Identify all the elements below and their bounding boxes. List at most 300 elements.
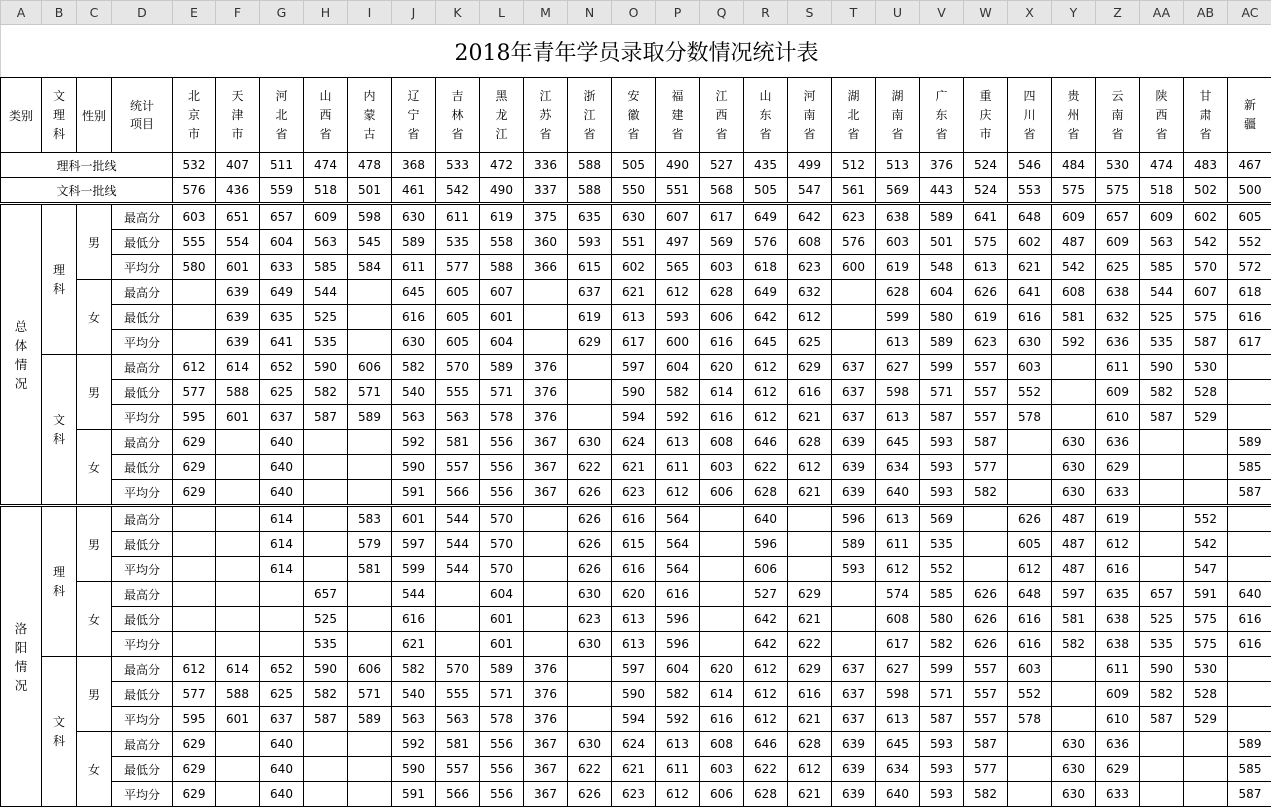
score-cell[interactable]: 652	[260, 355, 304, 380]
score-cell[interactable]: 606	[348, 355, 392, 380]
score-cell[interactable]: 535	[304, 632, 348, 657]
region-header[interactable]	[480, 78, 524, 153]
score-cell[interactable]	[524, 632, 568, 657]
score-cell[interactable]: 609	[304, 204, 348, 230]
score-cell[interactable]	[524, 582, 568, 607]
score-cell[interactable]	[1228, 380, 1271, 405]
score-cell[interactable]: 535	[304, 330, 348, 355]
score-cell[interactable]: 587	[304, 405, 348, 430]
score-cell[interactable]	[348, 455, 392, 480]
score-cell[interactable]: 632	[1096, 305, 1140, 330]
score-cell[interactable]: 613	[656, 430, 700, 455]
column-header[interactable]: S	[788, 1, 832, 25]
score-cell[interactable]: 604	[260, 230, 304, 255]
score-cell[interactable]: 582	[656, 682, 700, 707]
column-header[interactable]: M	[524, 1, 568, 25]
region-header[interactable]	[436, 78, 480, 153]
score-cell[interactable]: 629	[173, 782, 216, 807]
score-cell[interactable]: 593	[656, 305, 700, 330]
score-cell[interactable]: 542	[1052, 255, 1096, 280]
score-cell[interactable]: 626	[964, 582, 1008, 607]
item-cell[interactable]: 平均分	[112, 255, 173, 280]
score-cell[interactable]: 376	[524, 682, 568, 707]
score-cell[interactable]: 597	[1052, 582, 1096, 607]
score-cell[interactable]: 581	[1052, 607, 1096, 632]
score-cell[interactable]: 505	[744, 178, 788, 204]
score-cell[interactable]: 620	[700, 657, 744, 682]
score-cell[interactable]: 590	[1140, 657, 1184, 682]
score-cell[interactable]: 588	[216, 682, 260, 707]
score-cell[interactable]	[1052, 682, 1096, 707]
score-cell[interactable]: 629	[173, 732, 216, 757]
score-cell[interactable]: 639	[832, 732, 876, 757]
score-cell[interactable]: 630	[1052, 757, 1096, 782]
score-cell[interactable]: 566	[436, 480, 480, 506]
score-cell[interactable]: 640	[876, 480, 920, 506]
item-cell[interactable]: 最低分	[112, 305, 173, 330]
region-header[interactable]	[216, 78, 260, 153]
score-cell[interactable]: 637	[832, 405, 876, 430]
score-cell[interactable]: 639	[216, 280, 260, 305]
score-cell[interactable]: 604	[920, 280, 964, 305]
score-cell[interactable]	[832, 632, 876, 657]
score-cell[interactable]: 472	[480, 153, 524, 178]
score-cell[interactable]: 645	[876, 430, 920, 455]
score-cell[interactable]: 627	[876, 355, 920, 380]
score-cell[interactable]: 611	[1096, 355, 1140, 380]
score-cell[interactable]: 628	[700, 280, 744, 305]
column-header[interactable]: V	[920, 1, 964, 25]
score-cell[interactable]: 546	[1008, 153, 1052, 178]
score-cell[interactable]: 608	[700, 430, 744, 455]
score-cell[interactable]: 638	[1096, 607, 1140, 632]
score-cell[interactable]: 577	[436, 255, 480, 280]
score-cell[interactable]: 435	[744, 153, 788, 178]
score-cell[interactable]: 513	[876, 153, 920, 178]
score-cell[interactable]: 651	[216, 204, 260, 230]
score-cell[interactable]: 569	[920, 506, 964, 532]
score-cell[interactable]: 487	[1052, 557, 1096, 582]
track-header[interactable]	[42, 78, 77, 153]
track-cell[interactable]	[42, 657, 77, 807]
gender-cell[interactable]: 女	[77, 732, 112, 807]
score-cell[interactable]: 614	[216, 657, 260, 682]
gender-cell[interactable]: 女	[77, 430, 112, 506]
score-cell[interactable]: 613	[876, 506, 920, 532]
region-header[interactable]	[656, 78, 700, 153]
score-cell[interactable]: 580	[920, 607, 964, 632]
score-cell[interactable]	[304, 532, 348, 557]
score-cell[interactable]: 612	[656, 280, 700, 305]
item-cell[interactable]: 平均分	[112, 330, 173, 355]
score-cell[interactable]: 619	[568, 305, 612, 330]
score-cell[interactable]	[832, 305, 876, 330]
score-cell[interactable]: 612	[788, 305, 832, 330]
score-cell[interactable]	[348, 632, 392, 657]
score-cell[interactable]	[1228, 355, 1271, 380]
region-header[interactable]	[788, 78, 832, 153]
score-cell[interactable]: 367	[524, 732, 568, 757]
score-cell[interactable]: 553	[1008, 178, 1052, 204]
score-cell[interactable]: 623	[964, 330, 1008, 355]
score-cell[interactable]: 606	[700, 305, 744, 330]
item-cell[interactable]: 最高分	[112, 355, 173, 380]
score-cell[interactable]: 605	[1008, 532, 1052, 557]
score-cell[interactable]: 530	[1184, 657, 1228, 682]
score-cell[interactable]	[964, 506, 1008, 532]
score-cell[interactable]: 607	[656, 204, 700, 230]
item-cell[interactable]: 最低分	[112, 455, 173, 480]
score-cell[interactable]: 570	[480, 557, 524, 582]
column-header[interactable]: T	[832, 1, 876, 25]
score-cell[interactable]: 605	[1228, 204, 1271, 230]
score-cell[interactable]: 535	[920, 532, 964, 557]
score-cell[interactable]: 556	[480, 430, 524, 455]
score-cell[interactable]: 563	[304, 230, 348, 255]
score-cell[interactable]: 592	[392, 732, 436, 757]
score-cell[interactable]: 568	[700, 178, 744, 204]
score-cell[interactable]	[348, 607, 392, 632]
score-cell[interactable]: 616	[1228, 607, 1271, 632]
score-cell[interactable]: 641	[964, 204, 1008, 230]
score-cell[interactable]: 630	[568, 430, 612, 455]
score-cell[interactable]: 555	[436, 380, 480, 405]
score-cell[interactable]: 582	[1140, 380, 1184, 405]
score-cell[interactable]: 592	[1052, 330, 1096, 355]
score-cell[interactable]: 640	[260, 430, 304, 455]
score-cell[interactable]: 646	[744, 430, 788, 455]
score-cell[interactable]: 652	[260, 657, 304, 682]
score-cell[interactable]: 570	[436, 657, 480, 682]
score-cell[interactable]: 443	[920, 178, 964, 204]
score-cell[interactable]: 657	[1140, 582, 1184, 607]
score-cell[interactable]: 612	[876, 557, 920, 582]
score-cell[interactable]	[436, 607, 480, 632]
score-cell[interactable]: 579	[348, 532, 392, 557]
score-cell[interactable]	[260, 607, 304, 632]
score-cell[interactable]: 518	[304, 178, 348, 204]
score-cell[interactable]: 613	[612, 305, 656, 330]
score-cell[interactable]	[1140, 732, 1184, 757]
score-cell[interactable]: 597	[612, 657, 656, 682]
score-cell[interactable]: 376	[524, 355, 568, 380]
score-cell[interactable]: 557	[964, 707, 1008, 732]
score-cell[interactable]: 600	[656, 330, 700, 355]
score-cell[interactable]: 649	[744, 204, 788, 230]
score-cell[interactable]: 595	[173, 707, 216, 732]
score-cell[interactable]: 551	[612, 230, 656, 255]
score-cell[interactable]: 640	[260, 757, 304, 782]
score-cell[interactable]	[568, 380, 612, 405]
score-cell[interactable]: 601	[480, 305, 524, 330]
score-cell[interactable]: 528	[1184, 682, 1228, 707]
score-cell[interactable]: 638	[1096, 280, 1140, 305]
score-cell[interactable]: 611	[876, 532, 920, 557]
score-cell[interactable]: 622	[744, 757, 788, 782]
score-cell[interactable]	[1140, 455, 1184, 480]
score-cell[interactable]: 525	[1140, 305, 1184, 330]
score-cell[interactable]: 612	[744, 682, 788, 707]
score-cell[interactable]: 616	[700, 707, 744, 732]
score-cell[interactable]: 620	[612, 582, 656, 607]
score-cell[interactable]: 588	[480, 255, 524, 280]
score-cell[interactable]: 617	[700, 204, 744, 230]
score-cell[interactable]: 612	[744, 657, 788, 682]
score-cell[interactable]: 571	[920, 682, 964, 707]
score-cell[interactable]: 614	[260, 557, 304, 582]
score-cell[interactable]: 552	[1008, 682, 1052, 707]
score-cell[interactable]: 511	[260, 153, 304, 178]
score-cell[interactable]	[1228, 707, 1271, 732]
item-cell[interactable]: 最低分	[112, 230, 173, 255]
score-cell[interactable]: 544	[436, 557, 480, 582]
column-header[interactable]: C	[77, 1, 112, 25]
score-cell[interactable]	[1008, 480, 1052, 506]
score-cell[interactable]: 575	[1184, 632, 1228, 657]
score-cell[interactable]: 367	[524, 782, 568, 807]
score-cell[interactable]: 535	[1140, 632, 1184, 657]
score-cell[interactable]: 628	[788, 430, 832, 455]
score-cell[interactable]: 582	[392, 657, 436, 682]
region-header[interactable]	[304, 78, 348, 153]
score-cell[interactable]: 612	[744, 707, 788, 732]
score-cell[interactable]	[173, 532, 216, 557]
score-cell[interactable]: 580	[173, 255, 216, 280]
score-cell[interactable]: 376	[524, 707, 568, 732]
score-cell[interactable]: 621	[788, 405, 832, 430]
score-cell[interactable]: 557	[964, 380, 1008, 405]
score-cell[interactable]: 616	[612, 506, 656, 532]
score-cell[interactable]: 624	[612, 430, 656, 455]
score-cell[interactable]: 628	[788, 732, 832, 757]
score-cell[interactable]: 530	[1096, 153, 1140, 178]
score-cell[interactable]: 582	[304, 380, 348, 405]
score-cell[interactable]: 544	[436, 506, 480, 532]
score-cell[interactable]: 376	[920, 153, 964, 178]
item-cell[interactable]: 最高分	[112, 430, 173, 455]
score-cell[interactable]: 609	[1140, 204, 1184, 230]
region-header[interactable]	[612, 78, 656, 153]
region-header[interactable]	[744, 78, 788, 153]
score-cell[interactable]: 578	[480, 405, 524, 430]
score-cell[interactable]: 525	[304, 607, 348, 632]
score-cell[interactable]: 616	[1008, 632, 1052, 657]
track-cell[interactable]	[42, 355, 77, 506]
score-cell[interactable]: 628	[876, 280, 920, 305]
score-cell[interactable]: 598	[876, 682, 920, 707]
column-header[interactable]: G	[260, 1, 304, 25]
score-cell[interactable]: 366	[524, 255, 568, 280]
score-cell[interactable]: 623	[612, 782, 656, 807]
score-cell[interactable]	[436, 582, 480, 607]
score-cell[interactable]: 544	[436, 532, 480, 557]
score-cell[interactable]: 609	[1096, 230, 1140, 255]
score-cell[interactable]	[1228, 405, 1271, 430]
score-cell[interactable]: 581	[1052, 305, 1096, 330]
score-cell[interactable]: 627	[876, 657, 920, 682]
score-cell[interactable]: 589	[480, 657, 524, 682]
score-cell[interactable]: 617	[1228, 330, 1271, 355]
item-cell[interactable]: 平均分	[112, 405, 173, 430]
score-cell[interactable]: 583	[348, 506, 392, 532]
score-cell[interactable]: 599	[920, 657, 964, 682]
score-cell[interactable]: 487	[1052, 532, 1096, 557]
score-cell[interactable]: 557	[436, 455, 480, 480]
item-cell[interactable]: 最高分	[112, 506, 173, 532]
score-cell[interactable]: 645	[876, 732, 920, 757]
score-cell[interactable]: 582	[964, 480, 1008, 506]
column-header[interactable]: AB	[1184, 1, 1228, 25]
score-cell[interactable]: 637	[832, 355, 876, 380]
score-cell[interactable]: 597	[392, 532, 436, 557]
score-cell[interactable]: 587	[920, 707, 964, 732]
score-cell[interactable]: 570	[480, 506, 524, 532]
item-cell[interactable]: 最高分	[112, 204, 173, 230]
region-header[interactable]	[832, 78, 876, 153]
score-cell[interactable]: 630	[1052, 480, 1096, 506]
score-cell[interactable]	[1140, 480, 1184, 506]
score-cell[interactable]: 630	[1008, 330, 1052, 355]
score-cell[interactable]	[173, 607, 216, 632]
score-cell[interactable]: 595	[173, 405, 216, 430]
score-cell[interactable]: 602	[1008, 230, 1052, 255]
column-header[interactable]: J	[392, 1, 436, 25]
score-cell[interactable]: 593	[920, 757, 964, 782]
score-cell[interactable]	[216, 632, 260, 657]
score-cell[interactable]: 616	[1228, 305, 1271, 330]
item-cell[interactable]: 平均分	[112, 707, 173, 732]
score-cell[interactable]: 556	[480, 732, 524, 757]
score-cell[interactable]: 630	[1052, 732, 1096, 757]
score-cell[interactable]	[700, 557, 744, 582]
score-cell[interactable]: 535	[1140, 330, 1184, 355]
column-header[interactable]: W	[964, 1, 1008, 25]
score-cell[interactable]	[700, 607, 744, 632]
score-cell[interactable]: 629	[788, 657, 832, 682]
score-cell[interactable]: 640	[744, 506, 788, 532]
score-cell[interactable]: 585	[1228, 757, 1271, 782]
score-cell[interactable]: 636	[1096, 430, 1140, 455]
score-cell[interactable]: 571	[920, 380, 964, 405]
score-cell[interactable]: 557	[964, 405, 1008, 430]
score-cell[interactable]: 589	[1228, 732, 1271, 757]
region-header[interactable]	[1140, 78, 1184, 153]
score-cell[interactable]: 637	[832, 657, 876, 682]
region-header[interactable]	[1096, 78, 1140, 153]
score-cell[interactable]: 589	[480, 355, 524, 380]
score-cell[interactable]: 633	[1096, 782, 1140, 807]
score-cell[interactable]: 611	[656, 757, 700, 782]
score-cell[interactable]: 467	[1228, 153, 1271, 178]
score-cell[interactable]: 501	[348, 178, 392, 204]
column-header[interactable]: U	[876, 1, 920, 25]
score-cell[interactable]: 649	[744, 280, 788, 305]
score-cell[interactable]: 593	[920, 480, 964, 506]
score-cell[interactable]: 621	[612, 757, 656, 782]
score-cell[interactable]: 407	[216, 153, 260, 178]
score-cell[interactable]: 613	[612, 607, 656, 632]
score-cell[interactable]: 619	[876, 255, 920, 280]
score-cell[interactable]	[832, 330, 876, 355]
score-cell[interactable]: 607	[1184, 280, 1228, 305]
score-cell[interactable]	[173, 280, 216, 305]
score-cell[interactable]: 642	[788, 204, 832, 230]
score-cell[interactable]: 569	[700, 230, 744, 255]
item-cell[interactable]: 平均分	[112, 632, 173, 657]
score-cell[interactable]: 575	[1184, 607, 1228, 632]
score-cell[interactable]: 582	[964, 782, 1008, 807]
score-cell[interactable]	[1140, 557, 1184, 582]
score-cell[interactable]	[216, 582, 260, 607]
score-cell[interactable]: 376	[524, 657, 568, 682]
score-cell[interactable]: 605	[436, 280, 480, 305]
score-cell[interactable]: 612	[1008, 557, 1052, 582]
score-cell[interactable]: 540	[392, 682, 436, 707]
score-cell[interactable]: 545	[348, 230, 392, 255]
score-cell[interactable]	[568, 682, 612, 707]
score-cell[interactable]	[1052, 707, 1096, 732]
score-cell[interactable]	[832, 280, 876, 305]
score-cell[interactable]: 645	[392, 280, 436, 305]
score-cell[interactable]	[348, 757, 392, 782]
score-cell[interactable]: 612	[788, 757, 832, 782]
score-cell[interactable]	[1140, 757, 1184, 782]
category-header[interactable]: 类别	[1, 78, 42, 153]
column-header[interactable]: Z	[1096, 1, 1140, 25]
score-cell[interactable]: 622	[744, 455, 788, 480]
column-header[interactable]: E	[173, 1, 216, 25]
score-cell[interactable]: 601	[480, 632, 524, 657]
score-cell[interactable]: 616	[700, 405, 744, 430]
score-cell[interactable]: 590	[392, 455, 436, 480]
score-cell[interactable]: 603	[700, 455, 744, 480]
score-cell[interactable]: 601	[216, 707, 260, 732]
score-cell[interactable]: 375	[524, 204, 568, 230]
score-cell[interactable]: 642	[744, 607, 788, 632]
score-cell[interactable]: 630	[568, 632, 612, 657]
score-cell[interactable]: 621	[612, 280, 656, 305]
score-cell[interactable]: 593	[920, 430, 964, 455]
region-header[interactable]	[568, 78, 612, 153]
score-cell[interactable]: 367	[524, 455, 568, 480]
score-cell[interactable]: 590	[392, 757, 436, 782]
score-cell[interactable]: 577	[964, 757, 1008, 782]
score-cell[interactable]	[304, 782, 348, 807]
score-cell[interactable]: 587	[1140, 405, 1184, 430]
score-cell[interactable]	[964, 532, 1008, 557]
score-cell[interactable]: 628	[744, 782, 788, 807]
score-cell[interactable]: 626	[568, 532, 612, 557]
score-cell[interactable]: 598	[876, 380, 920, 405]
score-cell[interactable]	[964, 557, 1008, 582]
score-cell[interactable]: 588	[568, 153, 612, 178]
score-cell[interactable]	[524, 557, 568, 582]
score-cell[interactable]: 629	[788, 582, 832, 607]
score-cell[interactable]: 544	[1140, 280, 1184, 305]
score-cell[interactable]	[173, 305, 216, 330]
region-header[interactable]	[1184, 78, 1228, 153]
score-cell[interactable]: 602	[1184, 204, 1228, 230]
score-cell[interactable]: 616	[1096, 557, 1140, 582]
score-cell[interactable]: 613	[876, 330, 920, 355]
score-cell[interactable]	[216, 480, 260, 506]
score-cell[interactable]: 572	[1228, 255, 1271, 280]
score-cell[interactable]: 547	[788, 178, 832, 204]
score-cell[interactable]: 552	[920, 557, 964, 582]
score-cell[interactable]: 615	[612, 532, 656, 557]
score-cell[interactable]: 557	[964, 355, 1008, 380]
score-cell[interactable]: 587	[1184, 330, 1228, 355]
